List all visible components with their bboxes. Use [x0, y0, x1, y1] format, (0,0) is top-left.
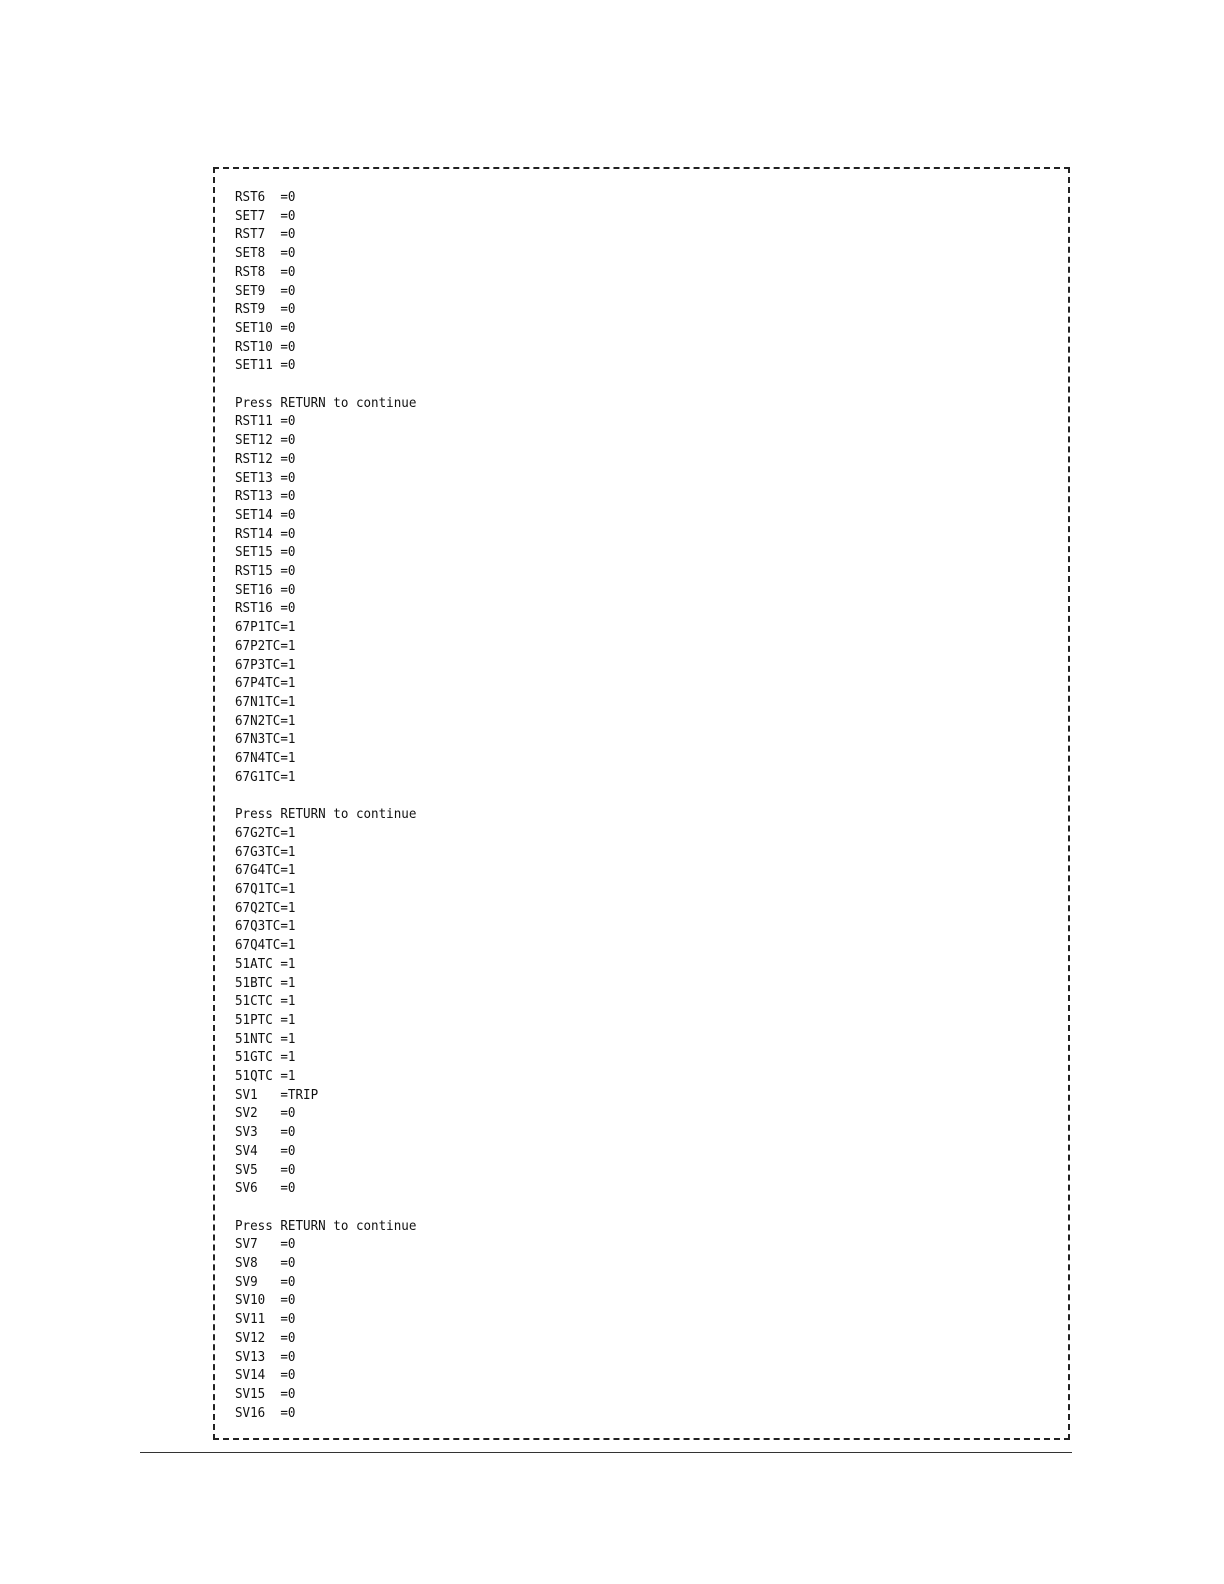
terminal-line: RST11 =0	[235, 413, 296, 430]
terminal-line: SV6 =0	[235, 1180, 296, 1197]
terminal-line: RST10 =0	[235, 338, 296, 355]
terminal-line: 67N4TC=1	[235, 750, 296, 767]
terminal-line: SV3 =0	[235, 1124, 296, 1141]
terminal-lines	[235, 188, 430, 1422]
terminal-line: SV12 =0	[235, 1329, 296, 1346]
terminal-line: 67P3TC=1	[235, 656, 296, 673]
press-return-prompt: Press RETURN to continue	[235, 394, 417, 411]
terminal-line: 67N3TC=1	[235, 731, 296, 748]
terminal-line: 67G2TC=1	[235, 824, 296, 841]
terminal-line: SV4 =0	[235, 1142, 296, 1159]
press-return-prompt: Press RETURN to continue	[235, 1217, 417, 1234]
terminal-line: RST8 =0	[235, 263, 296, 280]
footer-rule	[140, 1452, 1072, 1453]
terminal-line: 51GTC =1	[235, 1049, 296, 1066]
terminal-line: 67Q1TC=1	[235, 881, 296, 898]
terminal-line: 67N1TC=1	[235, 693, 296, 710]
terminal-output-box	[213, 167, 1070, 1440]
terminal-line: SV8 =0	[235, 1255, 296, 1272]
terminal-line: SV15 =0	[235, 1386, 296, 1402]
terminal-line: 67P1TC=1	[235, 619, 296, 636]
terminal-line: SV11 =0	[235, 1311, 296, 1328]
terminal-line: RST9 =0	[235, 301, 296, 318]
terminal-line: 67N2TC=1	[235, 712, 296, 729]
terminal-line: RST7 =0	[235, 226, 296, 243]
terminal-line: SET10 =0	[235, 319, 296, 336]
terminal-line: 51BTC =1	[235, 974, 296, 991]
terminal-line: 51ATC =1	[235, 955, 296, 972]
terminal-line: SET15 =0	[235, 544, 296, 561]
terminal-line: SET12 =0	[235, 432, 296, 449]
terminal-line: SET7 =0	[235, 207, 296, 224]
terminal-line: SV2 =0	[235, 1105, 296, 1122]
terminal-line: 51QTC =1	[235, 1068, 296, 1085]
terminal-line: SV14 =0	[235, 1367, 296, 1384]
terminal-line: SET14 =0	[235, 506, 296, 523]
terminal-line: RST6 =0	[235, 189, 296, 205]
terminal-line: SV7 =0	[235, 1236, 296, 1253]
terminal-line: SET13 =0	[235, 469, 296, 486]
blank-line	[235, 375, 416, 394]
terminal-line: 67G4TC=1	[235, 862, 296, 879]
terminal-line: 51PTC =1	[235, 1011, 296, 1028]
terminal-line: RST14 =0	[235, 525, 296, 542]
terminal-line: 51NTC =1	[235, 1030, 296, 1047]
terminal-line: 67P4TC=1	[235, 675, 296, 692]
terminal-line: SV10 =0	[235, 1292, 296, 1309]
terminal-line: SET9 =0	[235, 282, 296, 299]
terminal-line: 67G1TC=1	[235, 768, 296, 785]
terminal-line: SET11 =0	[235, 357, 296, 374]
blank-line	[235, 1198, 416, 1217]
terminal-line: RST15 =0	[235, 563, 296, 580]
terminal-line: SV16 =0	[235, 1404, 296, 1421]
terminal-line: 67Q3TC=1	[235, 918, 296, 935]
terminal-line: SET16 =0	[235, 581, 296, 598]
terminal-line: SET8 =0	[235, 245, 296, 262]
blank-line	[235, 787, 416, 806]
terminal-line: RST13 =0	[235, 488, 296, 505]
terminal-line: SV9 =0	[235, 1273, 296, 1290]
terminal-line: 67Q4TC=1	[235, 937, 296, 954]
terminal-line: RST12 =0	[235, 450, 296, 467]
press-return-prompt: Press RETURN to continue	[235, 806, 417, 823]
terminal-line: SV13 =0	[235, 1348, 296, 1365]
terminal-line: RST16 =0	[235, 600, 296, 617]
terminal-line: SV1 =TRIP	[235, 1086, 319, 1103]
terminal-line: 67Q2TC=1	[235, 899, 296, 916]
terminal-line: SV5 =0	[235, 1161, 296, 1178]
terminal-line: 67P2TC=1	[235, 637, 296, 654]
terminal-line: 51CTC =1	[235, 993, 296, 1010]
terminal-line: 67G3TC=1	[235, 843, 296, 860]
